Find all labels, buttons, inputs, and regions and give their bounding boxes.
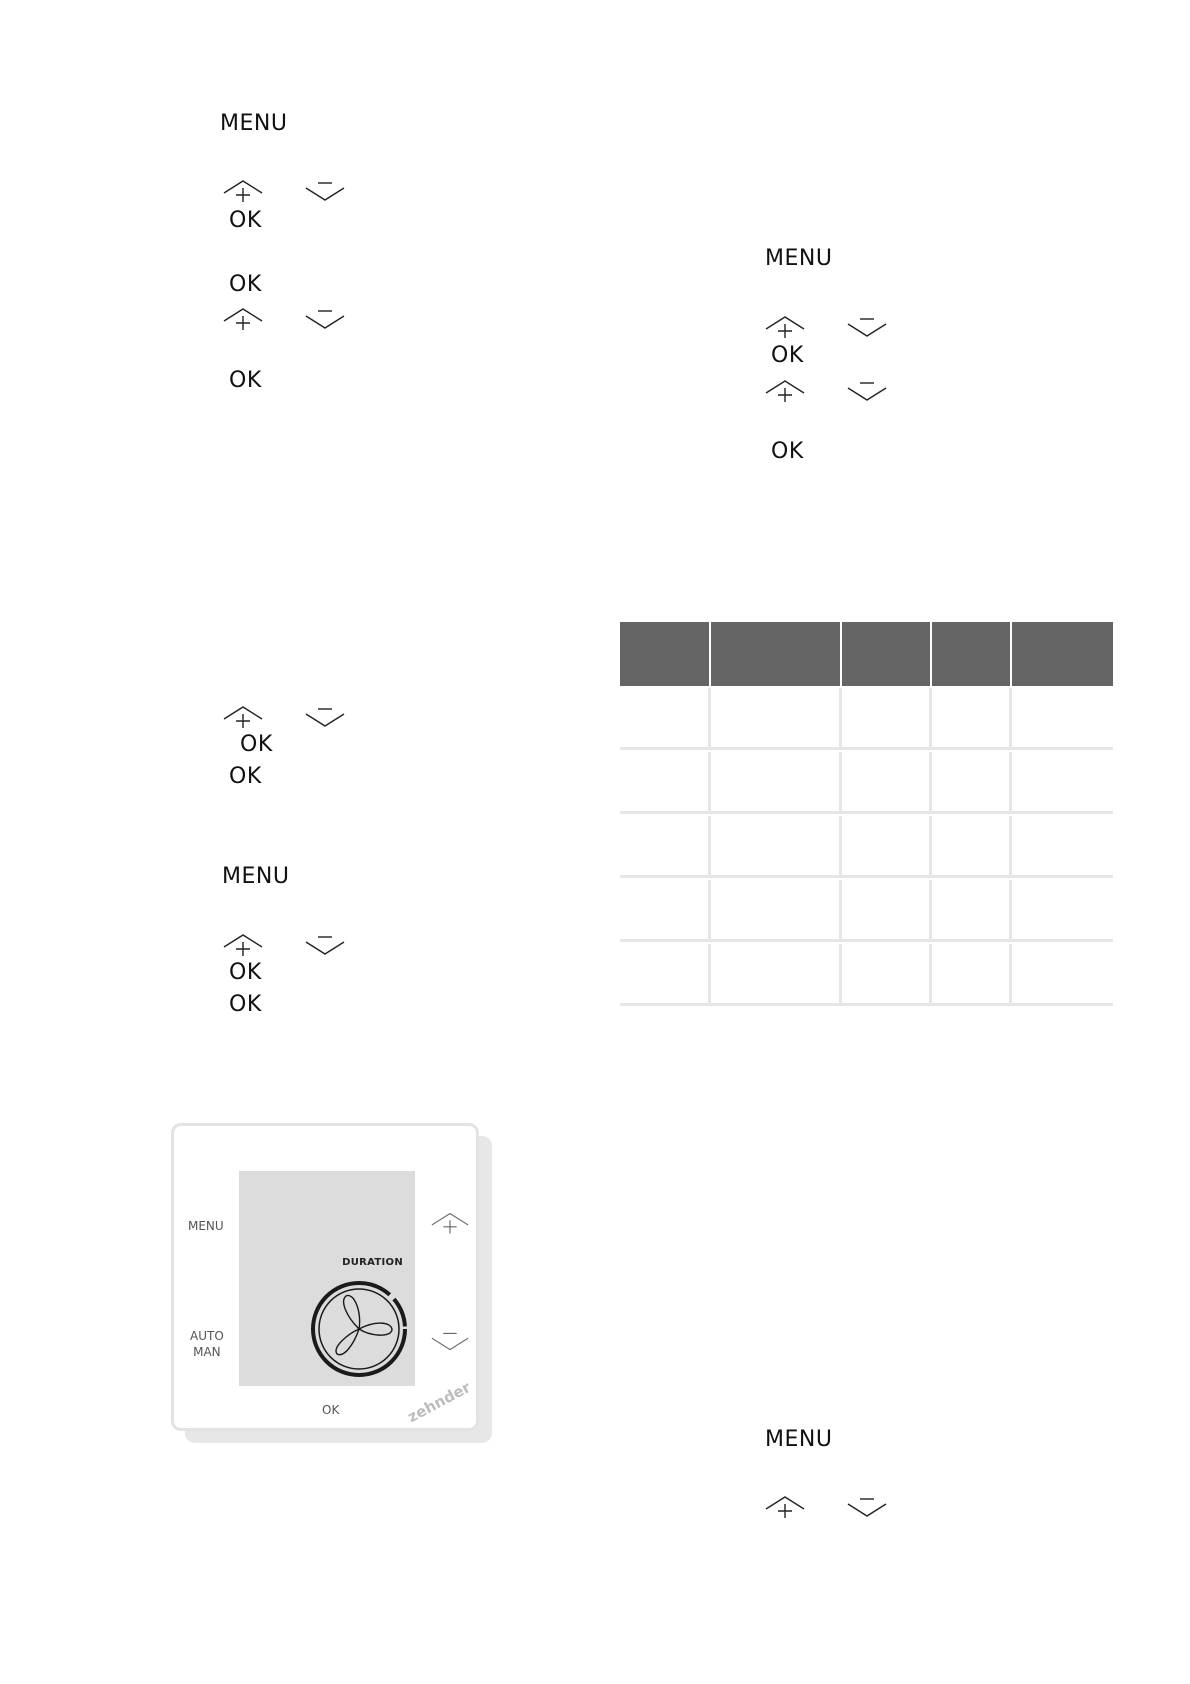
- table-cell: [932, 880, 1012, 939]
- down-minus-icon: [304, 306, 346, 334]
- table-cell: [932, 752, 1012, 811]
- down-minus-icon: [304, 178, 346, 206]
- device-auto-label: AUTO: [190, 1329, 224, 1343]
- table-cell: [1012, 752, 1113, 811]
- device-man-label: MAN: [193, 1345, 221, 1360]
- table-header-cell: [711, 622, 840, 686]
- table-cell: [842, 816, 932, 875]
- ok-step-label: OK: [240, 732, 273, 757]
- device-auto-man-button-label: [190, 1328, 224, 1360]
- table-cell: [932, 816, 1012, 875]
- device-menu-button-label: MENU: [188, 1219, 224, 1233]
- table-header-cell: [932, 622, 1010, 686]
- menu-step-label: MENU: [220, 111, 288, 136]
- up-plus-icon: [222, 932, 264, 960]
- table-row: [620, 944, 1113, 1006]
- down-minus-icon: [304, 704, 346, 732]
- up-plus-icon: [764, 314, 806, 342]
- device-up-plus-icon: [430, 1210, 470, 1238]
- down-minus-icon: [846, 1494, 888, 1522]
- table-cell: [1012, 816, 1113, 875]
- table-header-cell: [842, 622, 930, 686]
- table-cell: [842, 944, 932, 1003]
- menu-step-label: MENU: [765, 1427, 833, 1452]
- settings-table: [620, 622, 1113, 1006]
- table-header-row: [620, 622, 1113, 686]
- up-plus-icon: [222, 306, 264, 334]
- zehnder-logo: [400, 1372, 474, 1427]
- table-cell: [842, 688, 932, 747]
- table-cell: [711, 752, 842, 811]
- duration-label: DURATION: [342, 1257, 403, 1268]
- ok-step-label: OK: [771, 343, 804, 368]
- table-cell: [932, 944, 1012, 1003]
- table-cell: [620, 688, 711, 747]
- table-row: [620, 688, 1113, 750]
- table-row: [620, 816, 1113, 878]
- down-minus-icon: [846, 378, 888, 406]
- down-minus-icon: [304, 932, 346, 960]
- table-cell: [1012, 880, 1113, 939]
- table-cell: [620, 752, 711, 811]
- up-plus-icon: [764, 378, 806, 406]
- ok-step-label: OK: [229, 764, 262, 789]
- fan-icon: [306, 1276, 412, 1382]
- ok-step-label: OK: [229, 960, 262, 985]
- menu-step-label: MENU: [222, 864, 290, 889]
- up-plus-icon: [222, 178, 264, 206]
- table-cell: [711, 688, 842, 747]
- table-cell: [711, 944, 842, 1003]
- table-cell: [711, 816, 842, 875]
- ok-step-label: OK: [229, 992, 262, 1017]
- ok-step-label: OK: [229, 272, 262, 297]
- table-cell: [842, 752, 932, 811]
- table-header-cell: [1012, 622, 1113, 686]
- ok-step-label: OK: [229, 208, 262, 233]
- menu-step-label: MENU: [765, 246, 833, 271]
- table-cell: [620, 816, 711, 875]
- table-cell: [932, 688, 1012, 747]
- table-cell: [1012, 944, 1113, 1003]
- table-cell: [620, 944, 711, 1003]
- table-cell: [620, 880, 711, 939]
- up-plus-icon: [222, 704, 264, 732]
- control-panel-device: [171, 1123, 479, 1431]
- table-cell: [1012, 688, 1113, 747]
- table-row: [620, 752, 1113, 814]
- svg-text:zehnder: zehnder: [404, 1378, 474, 1427]
- table-row: [620, 880, 1113, 942]
- device-ok-button-label: OK: [322, 1403, 340, 1417]
- down-minus-icon: [846, 314, 888, 342]
- table-header-cell: [620, 622, 709, 686]
- table-cell: [842, 880, 932, 939]
- ok-step-label: OK: [771, 439, 804, 464]
- device-display: [239, 1171, 415, 1386]
- device-down-minus-icon: [430, 1328, 470, 1356]
- ok-step-label: OK: [229, 368, 262, 393]
- table-cell: [711, 880, 842, 939]
- up-plus-icon: [764, 1494, 806, 1522]
